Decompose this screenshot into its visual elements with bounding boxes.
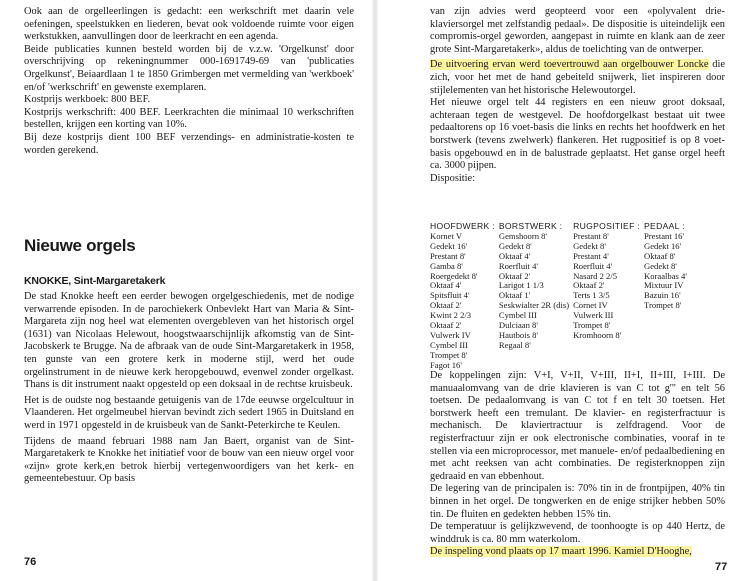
- article-paragraph: Het is de oudste nog bestaande getuigenis van de 17de eeuwse orgelcultuur in Vlaanderen. Het orgelmeubel hiervan bevindt zich sedert 1965 in Duitsland en werd in 1971 opgesteld in de kruisbeuk van de Sankt-Peterkirche te Keulen.: [24, 394, 354, 431]
- article-subheading: KNOKKE, Sint-Margaretakerk: [24, 275, 166, 287]
- organ-stop: Cornet IV: [573, 300, 608, 311]
- shipping-note: Bij deze kostprijs dient 100 BEF verzendings- en administratie-kosten te worden gerekend.: [24, 131, 354, 156]
- organ-stop: Gamba 8': [430, 260, 463, 271]
- article-paragraph: [430, 59, 725, 97]
- column-header-pedaal: PEDAAL :: [644, 221, 685, 231]
- organ-stop: Fagot 16': [430, 359, 462, 370]
- borstwerk-stops: [499, 232, 573, 371]
- highlighted-text: De uitvoering ervan werd toevertrouwd aan orgelbouwer Loncke: [430, 59, 709, 71]
- rugpositief-stops: [573, 232, 644, 371]
- organ-stop: Trompet 8': [573, 320, 611, 331]
- right-lower-column: [430, 370, 725, 559]
- organ-stop: Prestant 8': [573, 230, 609, 241]
- organ-stop: Nasard 2 2/5: [573, 270, 617, 281]
- article-paragraph: [430, 546, 725, 559]
- organ-stop: Spitsfluit 4': [430, 290, 470, 301]
- article-paragraph: De temperatuur is gelijkzwevend, de toonhoogte is op 440 Hertz, de winddruk is ca. 80 mm waterkolom.: [430, 521, 725, 545]
- organ-stop: Koraalbas 4': [644, 270, 687, 281]
- article-paragraph: De legering van de principalen is: 70% tin in de frontpijpen, 40% tin binnen in het orgel. De tongwerken en de enige strijker hebben 50% tin. De fluiten en gedekten hebben 15% tin.: [430, 483, 725, 520]
- organ-stop: Roerfluit 4': [498, 260, 538, 271]
- organ-stop: Prestant 8': [430, 250, 466, 261]
- column-header-hoofdwerk: HOOFDWERK :: [430, 221, 495, 231]
- organ-stop: Kromhoorn 8': [573, 329, 622, 340]
- organ-stop: Mixtuur IV: [644, 280, 684, 291]
- order-paragraph: Beide publicaties kunnen besteld worden bij de v.z.w. 'Orgelkunst' door overschrijving op rekeningnummer 000-1691749-69 van 'publicaties Orgelkunst', Beiaardlaan 1 te 1850 Grimbergen met vermelding van 'werkboek' en/of 'werkschrift' en gewenste exemplaren.: [24, 43, 354, 93]
- column-header-rugpositief: RUGPOSITIEF :: [573, 221, 641, 231]
- organ-stop: Cymbel III: [430, 339, 468, 350]
- dispositie-table-wrapper: [430, 222, 725, 371]
- organ-stop: Cymbel III: [498, 310, 537, 321]
- organ-stop: Trompet 8': [644, 300, 682, 311]
- price-werkschrift: Kostprijs werkschrift: 400 BEF. Leerkrachten die minimaal 10 werkschriften bestellen, krijgen een korting van 10%.: [24, 106, 354, 131]
- organ-stop: Oktaaf 2': [573, 280, 605, 291]
- page-number-right: 77: [715, 561, 728, 573]
- organ-stop: Oktaaf 4': [498, 250, 531, 261]
- organ-stop: Vulwerk IV: [430, 329, 471, 340]
- organ-stop: Gedekt 16': [644, 240, 682, 251]
- left-text-column: [24, 6, 354, 157]
- organ-stop: Prestant 4': [573, 250, 609, 261]
- dispositie-body-row: [430, 232, 691, 371]
- organ-stop: Hautbois 8': [498, 329, 538, 340]
- organ-stop: Roergedekt 8': [430, 270, 478, 281]
- page-number-left: 76: [24, 556, 37, 568]
- intro-paragraph: Ook aan de orgelleerlingen is gedacht: een werkschrift met daarin vele oefeningen, speelstukken en liederen, bevat ook voldoende ruimte voor eigen werkstukken, aanvullingen door de leerkracht en een agenda.: [24, 6, 354, 43]
- article-paragraph: Het nieuwe orgel telt 44 registers en een nieuw groot doksaal, achteraan tegen de westgevel. De hoofdorgelkast bestaat uit twee pedaaltorens op 16 voet-basis die links en rechts het hoofdwerk en het borstwerk (tevens zwelwerk) flankeren. Het rugpositief is op 8 voet-basis opgebouwd en in de balustrade geplaatst. Het ganse orgel heeft ca. 3000 pijpen.: [430, 97, 725, 172]
- column-header-borstwerk: BORSTWERK :: [498, 221, 563, 231]
- article-paragraph: De stad Knokke heeft een eerder bewogen orgelgeschiedenis, met de nodige verwarrende episoden. In de parochiekerk Onbevlekt Hart van Maria & Sint-Margareta zijn nog heel wat elementen overgebleven van het historisch orgel (1631) van Nicolaas Helewout, hoogstwaarschijnlijk afkomstig van de Sint-Jacobskerk te Brugge. Na de afbraak van de oude Sint-Margaretakerk in 1958, ten gunste van een grotere kerk in moderne stijl, werd het oude orgelinstrument in de nieuwe kerk heropgebouwd, evenwel zonder orgelkast. Thans is dit instrument naakt opgesteld op een doksaal in de rechtse kruisbeuk.: [24, 291, 354, 391]
- organ-stop: Roerfluit 4': [573, 260, 613, 271]
- organ-stop: Regaal 8': [498, 339, 531, 350]
- dispositie-table: [430, 222, 691, 371]
- organ-stop: Dulciaan 8': [498, 320, 538, 331]
- organ-stop: Prestant 16': [644, 230, 684, 241]
- organ-stop: Oktaaf 1': [498, 290, 531, 301]
- price-werkboek: Kostprijs werkboek: 800 BEF.: [24, 94, 151, 106]
- organ-stop: Kwint 2 2/3: [430, 310, 472, 321]
- right-text-column: [430, 6, 725, 185]
- organ-stop: Oktaaf 2': [430, 300, 462, 311]
- organ-stop: Oktaaf 4': [430, 280, 462, 291]
- highlighted-text: De inspeling vond plaats op 17 maart 1996. Kamiel D'Hooghe,: [430, 546, 692, 558]
- article-paragraph: van zijn advies werd geopteerd voor een «polyvalent drie-klaviersorgel met zelfstandig pedaal». De dispositie is uiteindelijk een compromis-orgel geworden, aangepast in ruimte en klank aan de zeer grote Sint-Margaretakerk», aldus de toelichting van de ontwerper.: [430, 6, 725, 55]
- hoofdwerk-stops: [430, 232, 499, 371]
- organ-stop: Gedekt 8': [644, 260, 677, 271]
- dispositie-label: Dispositie:: [430, 172, 476, 184]
- organ-stop: Oktaaf 2': [498, 270, 531, 281]
- organ-stop: Seskwialter 2R (dis): [498, 300, 570, 311]
- pedaal-stops: [644, 232, 691, 371]
- organ-stop: Trompet 8': [430, 349, 468, 360]
- right-page: [375, 0, 750, 581]
- organ-stop: Gedekt 16': [430, 240, 468, 251]
- article-paragraph: Tijdens de maand februari 1988 nam Jan Baert, organist van de Sint-Margaretakerk te Knokke het initiatief voor de bouw van een nieuw orgel voor «zijn» grote kerk,en betrok hierbij vertegenwoordigers van het kerk- en gemeentebestuur. Op basis: [24, 435, 354, 485]
- organ-stop: Kornet V: [430, 230, 463, 241]
- paragraph-continuation: die zich, voor het met de hand gebeiteld snijwerk, liet inspireren door stijlelementen van het historische Helewoutorgel.: [430, 59, 725, 96]
- organ-stop: Gemshoorn 8': [498, 230, 547, 241]
- organ-stop: Oktaaf 2': [430, 320, 462, 331]
- article-paragraph: De koppelingen zijn: V+I, V+II, V+III, II+I, II+III, I+III. De manuaalomvang van de drie klavieren is van C tot g'" en telt 56 toetsen. De pedaalomvang is van C tot f en telt 30 toetsen. Het borstwerk heeft een tremulant. De klavier- en registerfractuur is mechanisch. De klaviertractuur is zelfdragend. Voor de registerfractuur zijn er ook electronische combinaties, vooraf in te stellen via een microprocessor, met manuele- en/of pedaalbediening en met acht reeksen van acht combinaties. De registerknoppen zijn gedraaid en van ebbenhout.: [430, 370, 725, 482]
- organ-stop: Gedekt 8': [498, 240, 532, 251]
- section-heading: Nieuwe orgels: [24, 236, 136, 255]
- organ-stop: Larigot 1 1/3: [498, 280, 544, 291]
- organ-stop: Oktaaf 8': [644, 250, 676, 261]
- organ-stop: Bazuin 16': [644, 290, 681, 301]
- organ-stop: Gedekt 8': [573, 240, 606, 251]
- left-article-column: [24, 291, 354, 486]
- organ-stop: Terts 1 3/5: [573, 290, 610, 301]
- organ-stop: Vulwerk III: [573, 310, 614, 321]
